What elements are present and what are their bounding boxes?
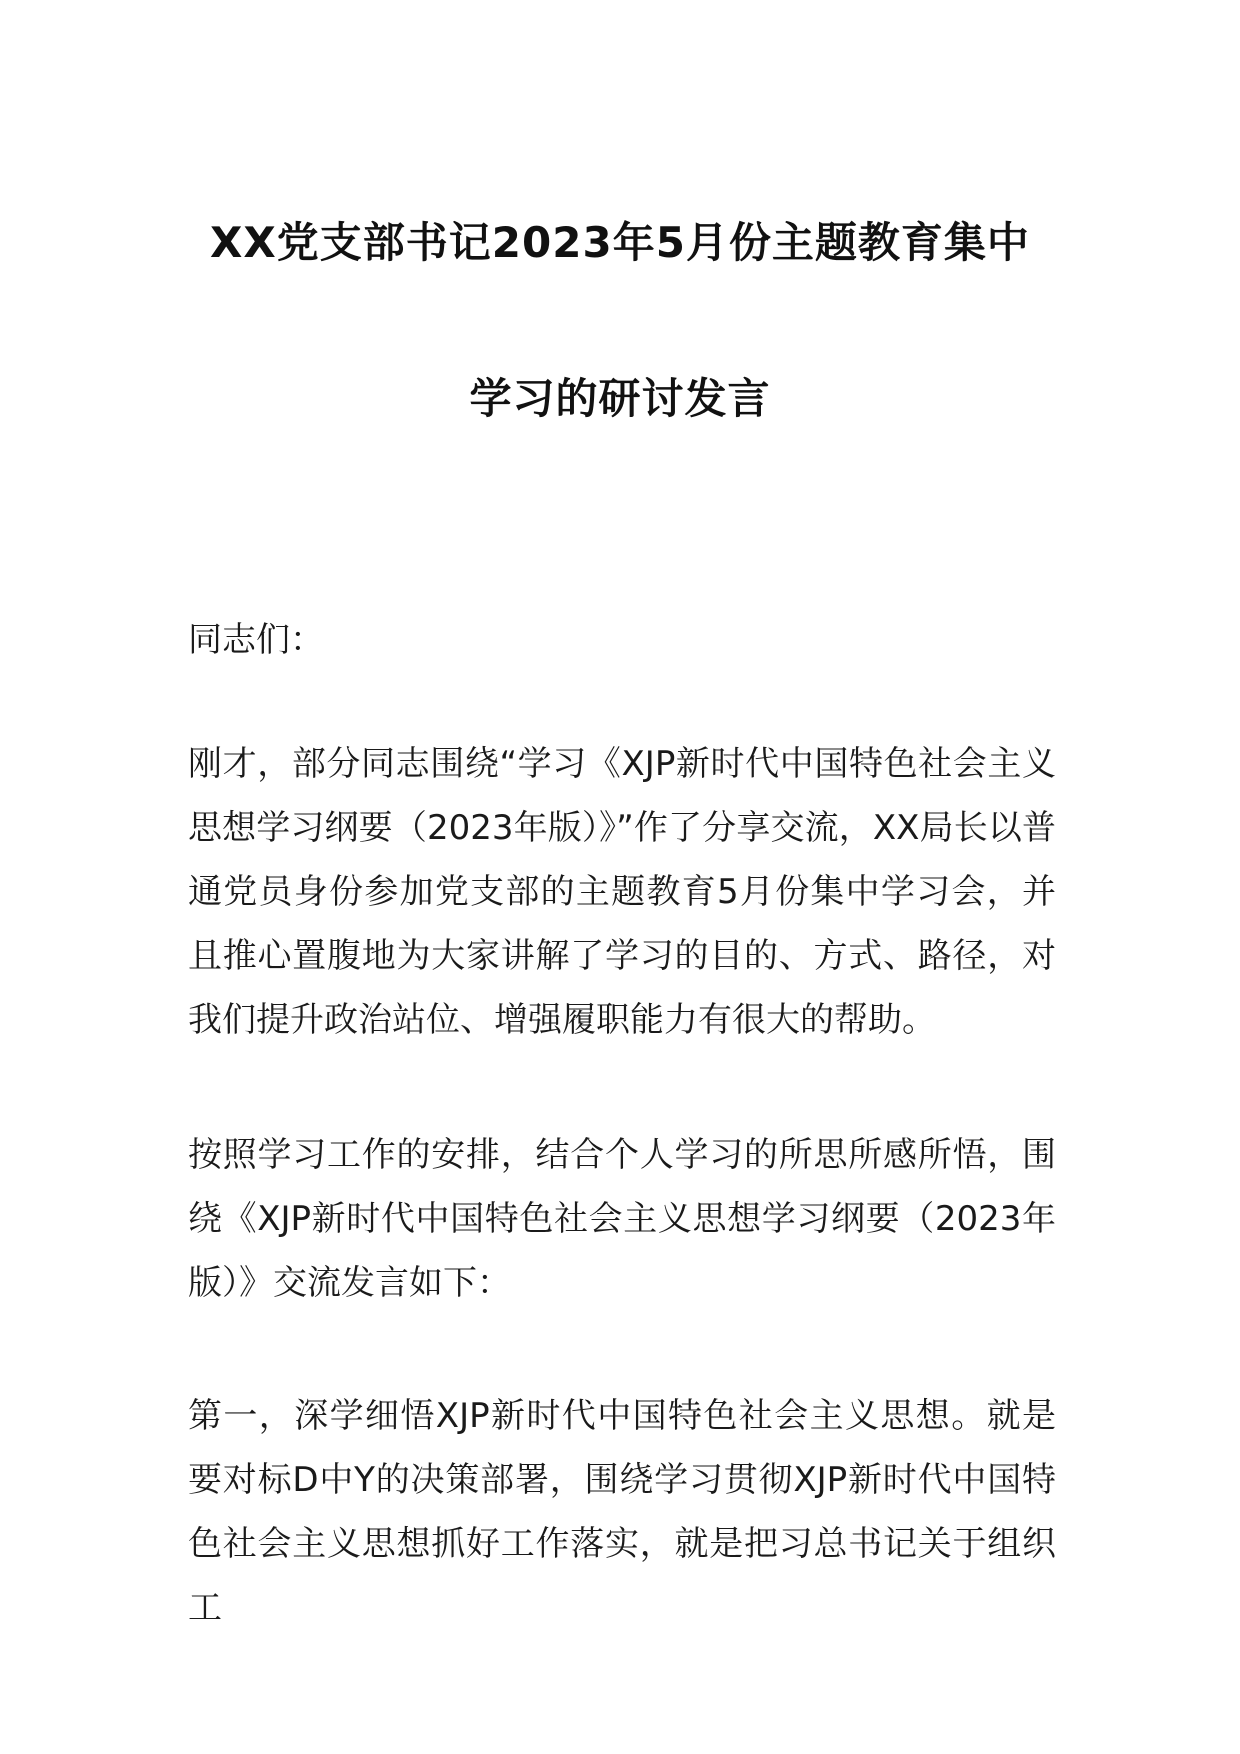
paragraph-arrangement: 按照学习工作的安排，结合个人学习的所思所感所悟，围绕《XJP新时代中国特色社会主义思想学习纲要（2023年版）》交流发言如下： [188,1135,1056,1303]
salutation: 同志们： [188,620,324,660]
document-title-line-1: XX党支部书记2023年5月份主题教育集中 [210,218,1030,267]
paragraph-opening: 刚才，部分同志围绕“学习《XJP新时代中国特色社会主义思想学习纲要（2023年版）》”作了分享交流，XX局长以普通党员身份参加党支部的主题教育5月份集中学习会，并且推心置腹地为大家讲解了学习的目的、方式、路径，对我们提升政治站位、增强履职能力有很大的帮助。 [188,744,1056,1040]
document-title-line-2: 学习的研讨发言 [469,374,771,423]
paragraph-first-point: 第一，深学细悟XJP新时代中国特色社会主义思想。就是要对标D中Y的决策部署，围绕学习贯彻XJP新时代中国特色社会主义思想抓好工作落实，就是把习总书记关于组织工 [188,1396,1056,1628]
